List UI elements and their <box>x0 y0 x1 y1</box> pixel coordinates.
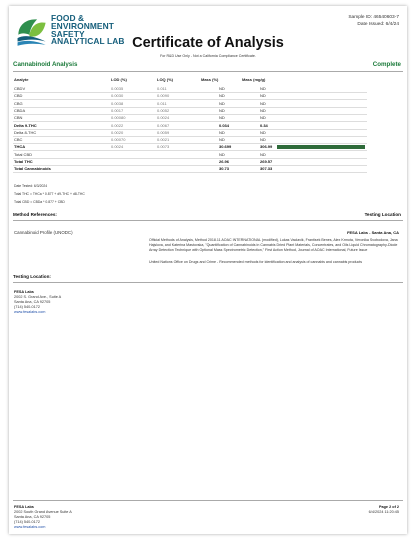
analyte-name: Delta 9-THC <box>14 122 37 128</box>
total-label: Total Cannabinoids <box>14 166 51 172</box>
mass-mg-value: ND <box>260 93 266 99</box>
footer-address-line: Santa Ana, CA 92705 <box>14 514 51 519</box>
website-link[interactable]: www.fesalabs.com <box>14 310 46 314</box>
method-name: Cannabinoid Profile (UNODC) <box>14 230 73 235</box>
formula-total-cbd: Total CBD = CBDa * 0.877 + CBD <box>14 200 65 204</box>
total-label: Total CBD <box>14 151 33 157</box>
loq-value: 0.0024 <box>157 115 170 121</box>
total-label: Total THC <box>14 159 33 164</box>
row-divider <box>13 121 367 122</box>
divider <box>13 220 403 221</box>
total-mass-pct: 26.96 <box>219 159 230 164</box>
mass-mg-value: ND <box>260 137 266 143</box>
loq-value: 0.0073 <box>157 144 170 150</box>
footer-lab-name: FESA Labs <box>14 505 34 509</box>
address-line: 2002 S. Grand Ave., Suite A <box>14 295 62 299</box>
lod-value: 0.0024 <box>111 144 124 150</box>
total-mass-mg: ND <box>260 151 266 157</box>
status-complete: Complete <box>372 61 401 68</box>
lod-value: 0.0022 <box>111 122 124 128</box>
total-mass-mg: 269.57 <box>260 159 273 164</box>
brand-line: SAFETY <box>51 28 85 39</box>
mass-pct-value: ND <box>219 93 225 99</box>
loq-value: 0.0021 <box>157 137 170 143</box>
mass-mg-value: ND <box>260 129 266 135</box>
method-location: FESA Labs - Santa Ana, CA <box>347 230 399 235</box>
analyte-name: THCA <box>14 144 26 150</box>
mass-mg-value: 306.99 <box>260 144 273 150</box>
lod-value: 0.0030 <box>111 93 124 99</box>
page-number: Page 2 of 2 <box>378 505 399 509</box>
lod-value: 0.0035 <box>111 86 124 91</box>
total-mass-pct: ND <box>219 151 225 157</box>
address-line: Santa Ana, CA 92705 <box>14 300 51 304</box>
mass-pct-value: ND <box>219 107 225 113</box>
col-lod: LOD (%) <box>111 77 127 82</box>
header-meta <box>348 14 399 28</box>
analyte-name: CBN <box>14 115 23 121</box>
lod-value: 0.0017 <box>111 107 124 113</box>
coa-page <box>9 6 407 534</box>
row-divider <box>13 107 367 108</box>
analyte-name: CBDA <box>14 107 26 113</box>
col-mass-mg: Mass (mg/g) <box>242 77 266 82</box>
loq-value: 0.0059 <box>157 129 170 135</box>
loq-value: 0.0067 <box>157 122 170 128</box>
col-loq: LOQ (%) <box>157 77 173 82</box>
generated-timestamp: 6/4/2024 11:20:45 <box>368 510 399 514</box>
row-divider <box>13 165 367 166</box>
row-divider <box>13 129 367 130</box>
row-divider <box>13 136 367 137</box>
footer-divider <box>13 500 403 501</box>
row-divider <box>13 114 367 115</box>
analyte-name: CBD <box>14 93 23 99</box>
col-mass-pct: Mass (%) <box>201 77 219 82</box>
section-title-cannabinoid: Cannabinoid Analysis <box>13 61 78 68</box>
loq-value: 0.0090 <box>157 93 170 99</box>
mass-pct-value: 30.699 <box>219 144 232 150</box>
footer-website-link[interactable]: www.fesalabs.com <box>14 524 46 529</box>
analyte-name: CBG <box>14 100 23 106</box>
divider <box>13 71 403 72</box>
row-divider <box>13 158 367 159</box>
mass-pct-value: ND <box>219 129 225 135</box>
mass-mg-value: ND <box>260 115 266 121</box>
method-reference-aoac: Official Methods of Analysis, Method 2018.11 AOAC INTERNATIONAL (modified), Lukas Vaclavik, Frantisek Benes, Alex Krmota, Veronika Svobodova, Jana Hajslova, and Katerina Mastovska, "Quantification of Cannabinoids in Cannabis Dried Plant Materials, Concentrates, and Oils Liquid Chromatography-Diode Array Detection Technique with Optional Mass Spectrometric Detection," First Action Method, Journal of AOAC International, Future Issue <box>149 238 398 253</box>
mass-pct-value: 0.034 <box>219 122 230 128</box>
mass-pct-value: ND <box>219 115 225 121</box>
mass-pct-value: ND <box>219 86 225 91</box>
mass-pct-value: ND <box>219 100 225 106</box>
mass-mg-value: ND <box>260 107 266 113</box>
footer-address <box>14 505 72 530</box>
loq-value: 0.011 <box>157 100 167 106</box>
method-reference-unodc: United Nations Office on Drugs and Crime - Recommended methods for identification and analysis of cannabis and cannabis products <box>149 260 363 264</box>
sample-id: Sample ID: 46540603-7 <box>348 15 399 20</box>
formula-total-thc: Total THC = THCa * 0.877 + d9-THC + d8-THC <box>14 192 85 196</box>
lod-value: 0.0038 <box>111 100 124 106</box>
mass-mg-value: ND <box>260 100 266 106</box>
row-divider <box>13 150 367 151</box>
testing-location-column-heading: Testing Location <box>364 212 401 217</box>
loq-value: 0.011 <box>157 86 167 91</box>
brand-line: ANALYTICAL LAB <box>51 36 125 47</box>
method-references-heading: Method References: <box>13 212 57 217</box>
testing-location-heading: Testing Location: <box>13 274 51 279</box>
footer-page-info <box>369 505 399 515</box>
row-divider <box>13 92 367 93</box>
row-divider <box>13 99 367 100</box>
footer-address-line: 2002 South Grand Avenue Suite A <box>14 509 72 514</box>
date-issued: Date Issued: 6/4/24 <box>357 22 399 27</box>
analyte-name: CBC <box>14 137 23 143</box>
col-analyte: Analyte <box>14 77 29 82</box>
date-tested: Date Tested: 6/3/2024 <box>14 184 48 188</box>
row-divider <box>13 172 367 173</box>
mass-pct-value: ND <box>219 137 225 143</box>
brand-line: ENVIRONMENT <box>51 20 114 31</box>
brand-line: FOOD & <box>51 13 85 23</box>
mass-mg-value: 0.34 <box>260 122 268 128</box>
analyte-name: Delta 8-THC <box>14 129 37 135</box>
phone: (714) 540-0172 <box>14 305 40 309</box>
loq-value: 0.0052 <box>157 107 170 113</box>
footer-phone: (714) 540-0172 <box>14 519 40 524</box>
lod-value: 0.00080 <box>111 115 126 121</box>
page-title: Certificate of Analysis <box>132 35 284 51</box>
mass-mg-value: ND <box>260 86 266 91</box>
mass-bar <box>277 145 365 149</box>
lod-value: 0.00070 <box>111 137 126 143</box>
lab-name: FESA Labs <box>14 290 34 294</box>
lod-value: 0.0020 <box>111 129 124 135</box>
divider <box>13 282 403 283</box>
total-mass-pct: 30.73 <box>219 166 230 172</box>
total-mass-mg: 307.33 <box>260 166 273 172</box>
rd-disclaimer: For R&D Use Only - Not a California Compliance Certificate. <box>160 54 256 58</box>
testing-location-address <box>14 290 61 315</box>
analyte-name: CBDV <box>14 86 26 91</box>
